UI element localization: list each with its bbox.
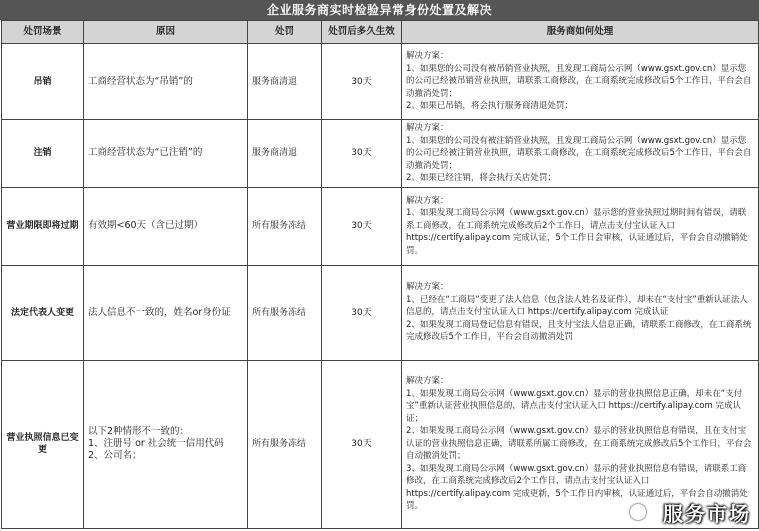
effective-days-cell: 30天: [322, 187, 402, 265]
reason-cell: [84, 44, 248, 120]
handling-line: 解决方案：: [406, 195, 449, 206]
effective-days-cell: 30天: [322, 265, 402, 360]
handling-line: 1、如果您的公司没有被吊销营业执照，且发现工商局公示网（www.gsxt.gov.cn）显示您的公司已经被吊销营业执照，请联系工商修改，在工商系统完成修改后5个工作日，平台会自动撤消处罚；: [406, 63, 752, 99]
penalty-cell: 服务商清退: [248, 44, 322, 120]
handling-line: 解决方案：: [406, 376, 449, 387]
handling-cell: [402, 265, 759, 360]
penalty-table: [1, 20, 759, 529]
scene-cell: 营业执照信息已变更: [2, 360, 84, 528]
watermark: 服务市场: [663, 502, 751, 526]
handling-cell: [402, 187, 759, 265]
column-header-effective-days: 处罚后多久生效: [322, 21, 402, 44]
scene-cell: 营业期限即将过期: [2, 187, 84, 265]
scene-cell: 注销: [2, 120, 84, 188]
handling-line: 解决方案：: [406, 282, 449, 293]
handling-line: 解决方案：: [406, 123, 449, 133]
reason-line: 工商经营状态为“吊销”的: [88, 75, 193, 87]
table-row: [2, 187, 759, 265]
column-header-handling: 服务商如何处理: [402, 21, 759, 44]
handling-line: 1、如果发现工商局公示网（www.gsxt.gov.cn）显示您的营业执照过期时间有错误，请联系工商修改，在工商系统完成修改后2个工作日，请点击支付宝认证入口 https://certify.alipay.com 完成认证，5个工作日会审核，认证通过后，平台会自动撤销处罚。: [406, 208, 748, 256]
watermark-logo-icon: [630, 504, 646, 520]
reason-line: 1、注册号 or 社会统一信用代码: [88, 438, 224, 449]
table-header-row: [2, 21, 759, 44]
column-header-reason: 原因: [84, 21, 248, 44]
effective-days-cell: 30天: [322, 44, 402, 120]
handling-line: 1、如果发现工商局公示网（www.gsxt.gov.cn）显示的营业执照信息正确，却未在“支付宝”重新认证营业执照信息的，请点击支付宝认证入口 https://certify.alipay.com 完成认证；: [406, 388, 743, 424]
table-row: [2, 265, 759, 360]
penalty-cell: 所有服务冻结: [248, 187, 322, 265]
penalty-cell: 所有服务冻结: [248, 265, 322, 360]
reason-line: 2、公司名；: [88, 450, 142, 461]
handling-line: 2、如果发现工商局公示网（www.gsxt.gov.cn）显示的营业执照信息有错误，且在支付宝认证的营业执照信息正确，请联系所属工商修改，在工商系统完成修改后5个工作日，平台会自动撤消处罚；: [406, 426, 752, 462]
scene-cell: 法定代表人变更: [2, 265, 84, 360]
handling-line: 3、如果发现工商局公示网（www.gsxt.gov.cn）显示的营业执照信息有错误，请联系工商修改，在工商系统完成修改后2个工作日，请点击支付宝认证入口 https://certify.alipay.com 完成更新，5个工作日内审核，认证通过后，平台会自动撤消处罚。: [406, 463, 748, 512]
handling-line: 2、如果已经注销，将会执行关店处罚；: [406, 173, 556, 183]
penalty-cell: 所有服务冻结: [248, 360, 322, 528]
reason-cell: [84, 187, 248, 265]
table-row: [2, 44, 759, 120]
reason-line: 法人信息不一致的，姓名or身份证: [88, 306, 231, 318]
handling-cell: [402, 120, 759, 188]
table-row: [2, 360, 759, 528]
reason-cell: [84, 120, 248, 188]
reason-line: 有效期<60天（含已过期）: [88, 220, 204, 231]
handling-line: 2、如果发现工商局登记信息有错误，且支付宝法人信息正确，请联系工商修改，在工商系统完成修改后5个工作日，平台会自动撤消处罚: [406, 319, 752, 343]
handling-line: 1、如果您的公司没有被注销营业执照，且发现工商局公示网（www.gsxt.gov.cn）显示您的公司已经被注销营业执照，请联系工商修改，在工商系统完成修改后5个工作日，平台会自动撤消处罚；: [406, 135, 752, 171]
table-row: [2, 120, 759, 188]
column-header-penalty: 处罚: [248, 21, 322, 44]
column-header-scene: 处罚场景: [2, 21, 84, 44]
penalty-cell: 服务商清退: [248, 120, 322, 188]
reason-line: 工商经营状态为“已注销”的: [88, 147, 203, 159]
effective-days-cell: 30天: [322, 120, 402, 188]
effective-days-cell: 30天: [322, 360, 402, 528]
handling-line: 1、已经在“工商局”变更了法人信息（包含法人姓名及证件），却未在“支付宝”重新认证法人信息的，请点击支付宝认证入口 https://certify.alipay.com 完成认证: [406, 294, 748, 318]
reason-cell: [84, 265, 248, 360]
scene-cell: 吊销: [2, 44, 84, 120]
reason-cell: [84, 360, 248, 528]
handling-cell: [402, 44, 759, 120]
reason-line: 以下2种情形不一致的：: [88, 426, 190, 437]
handling-line: 2、如果已吊销，将会执行服务商清退处罚；: [406, 101, 573, 112]
page-title: 企业服务商实时检验异常身份处置及解决: [0, 0, 759, 20]
handling-line: 解决方案：: [406, 51, 449, 62]
